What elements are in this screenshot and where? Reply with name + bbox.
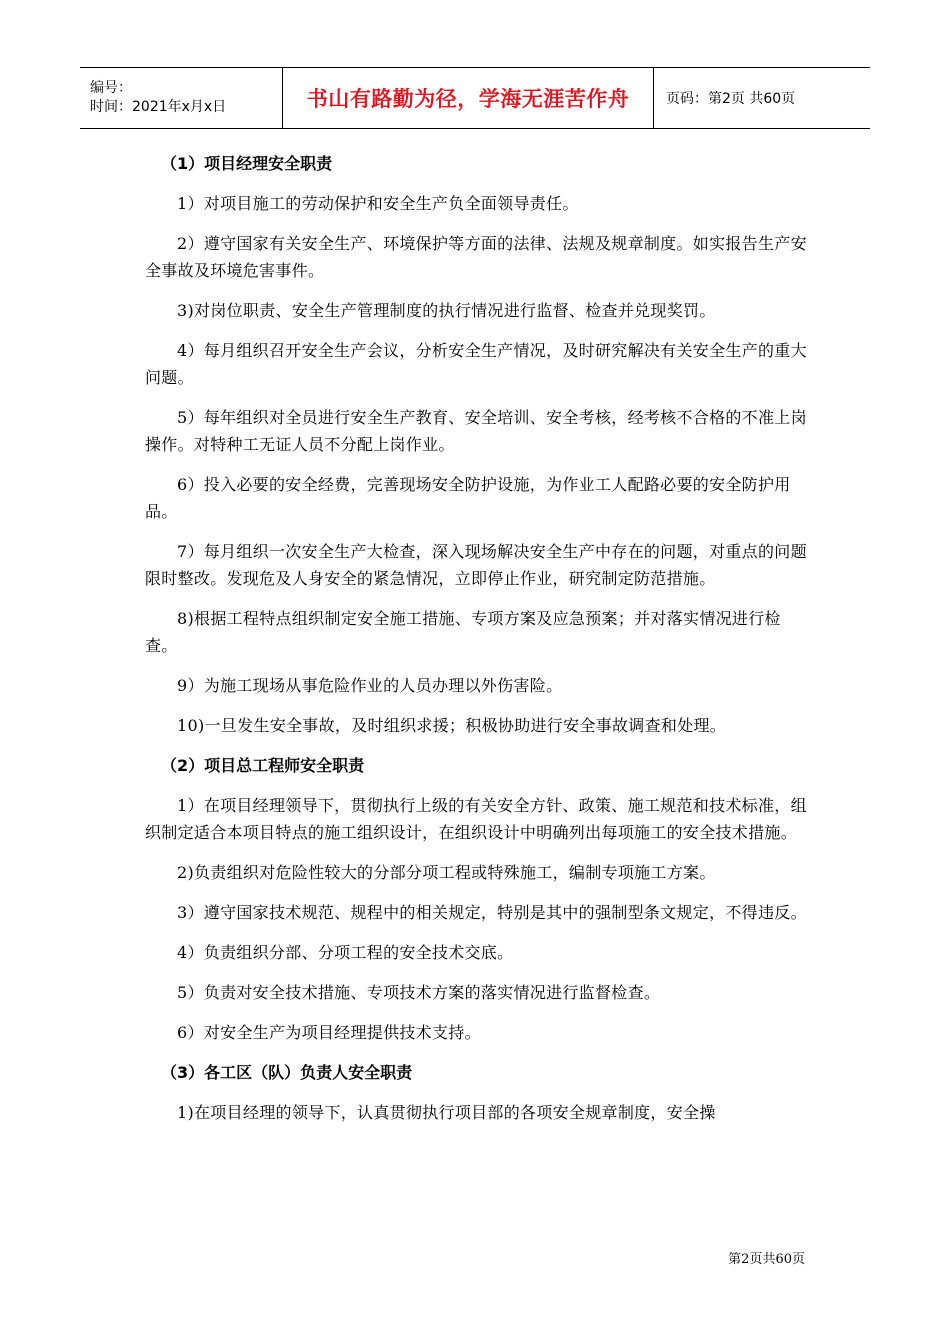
paragraph: 5）负责对安全技术措施、专项技术方案的落实情况进行监督检查。: [177, 983, 661, 1002]
header-motto-cell: [282, 68, 654, 128]
section-heading: （2）项目总工程师安全职责: [161, 756, 365, 775]
paragraph: 3）遵守国家技术规范、规程中的相关规定，特别是其中的强制型条文规定，不得违反。: [177, 903, 807, 922]
paragraph: 6）对安全生产为项目经理提供技术支持。: [177, 1023, 481, 1042]
paragraph: 8)根据工程特点组织制定安全施工措施、专项方案及应急预案；并对落实情况进行检查。: [145, 609, 781, 655]
paragraph: 2)负责组织对危险性较大的分部分项工程或特殊施工，编制专项施工方案。: [177, 863, 716, 882]
paragraph: 7）每月组织一次安全生产大检查，深入现场解决安全生产中存在的问题，对重点的问题限时整改。发现危及人身安全的紧急情况，立即停止作业，研究制定防范措施。: [145, 542, 807, 588]
document-number-label: 编号：: [90, 80, 132, 96]
paragraph: 1）对项目施工的劳动保护和安全生产负全面领导责任。: [177, 194, 579, 213]
document-header: [80, 67, 870, 129]
header-meta: [80, 68, 282, 128]
header-page-info: 页码：第2页 共60页: [666, 91, 796, 107]
paragraph: 5）每年组织对全员进行安全生产教育、安全培训、安全考核，经考核不合格的不准上岗操作。对特种工无证人员不分配上岗作业。: [145, 408, 807, 454]
header-motto: 书山有路勤为径，学海无涯苦作舟: [306, 87, 630, 111]
page-footer: 第2页共60页: [728, 1252, 805, 1267]
document-date: 时间：2021年x月x日: [90, 99, 227, 115]
section-heading: （1）项目经理安全职责: [161, 154, 333, 173]
paragraph: 10)一旦发生安全事故，及时组织求援；积极协助进行安全事故调查和处理。: [177, 716, 727, 735]
paragraph: 4）负责组织分部、分项工程的安全技术交底。: [177, 943, 514, 962]
paragraph: 2）遵守国家有关安全生产、环境保护等方面的法律、法规及规章制度。如实报告生产安全事故及环境危害事件。: [145, 234, 807, 280]
header-page-cell: [654, 68, 870, 128]
paragraph: 1)在项目经理的领导下，认真贯彻执行项目部的各项安全规章制度，安全操: [177, 1103, 716, 1122]
paragraph: 4）每月组织召开安全生产会议，分析安全生产情况，及时研究解决有关安全生产的重大问题。: [145, 341, 807, 387]
document-body: [145, 150, 810, 1139]
section-heading: （3）各工区（队）负责人安全职责: [161, 1063, 413, 1082]
paragraph: 6）投入必要的安全经费，完善现场安全防护设施，为作业工人配路必要的安全防护用品。: [145, 475, 791, 521]
paragraph: 9）为施工现场从事危险作业的人员办理以外伤害险。: [177, 676, 563, 695]
paragraph: 3)对岗位职责、安全生产管理制度的执行情况进行监督、检查并兑现奖罚。: [177, 301, 716, 320]
paragraph: 1）在项目经理领导下，贯彻执行上级的有关安全方针、政策、施工规范和技术标准，组织制定适合本项目特点的施工组织设计，在组织设计中明确列出每项施工的安全技术措施。: [145, 796, 807, 842]
